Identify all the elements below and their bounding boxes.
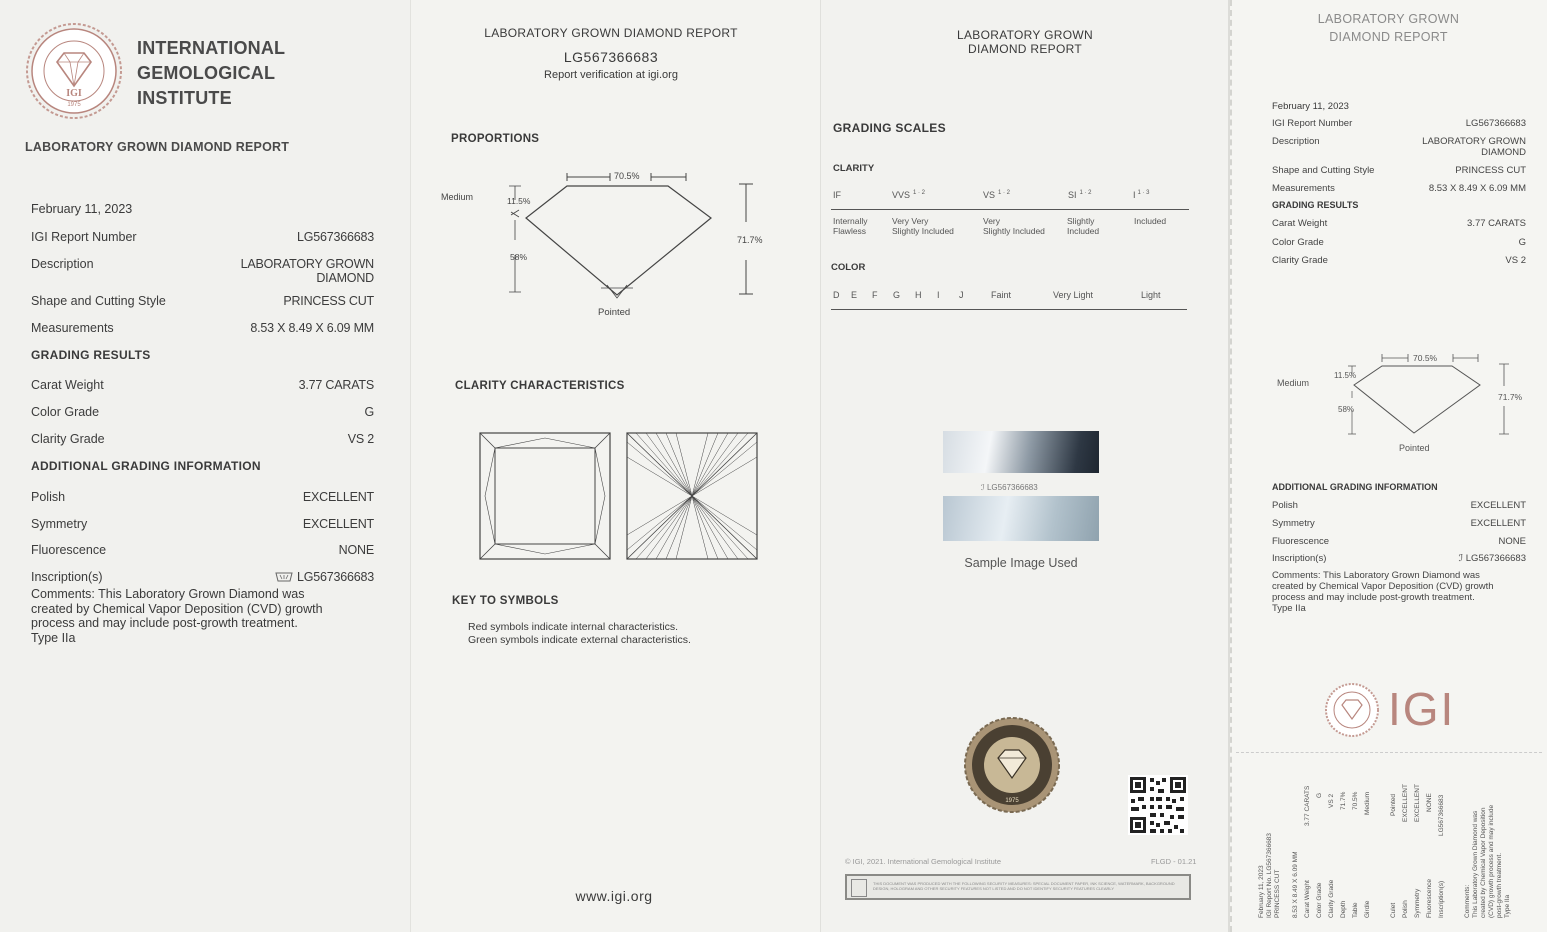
panel4-title: LABORATORY GROWN DIAMOND REPORT: [1317, 12, 1460, 44]
website-link[interactable]: www.igi.org: [575, 888, 653, 904]
pavilion-plot-diagram: [626, 432, 758, 560]
svg-text:Medium: Medium: [441, 192, 474, 202]
report-date: February 11, 2023: [31, 202, 133, 216]
grading-scales-panel: [820, 0, 1228, 932]
panel2-title: LABORATORY GROWN DIAMOND REPORT: [484, 26, 738, 40]
svg-text:71.7%: 71.7%: [737, 235, 763, 245]
report-stub-panel: LABORATORY GROWN DIAMOND REPORT February 11, 2023 IGI Report Number LG567366683 Description LABORATORY GROWN DIAMOND Shape and Cutting Style PRINCESS CUT Measurements 8.53 X 8.49 X 6.09 MM GRADING RESULTS Carat Weight 3.77 CARATS Color Grade G Clarity Grade VS 2 70.5% Medium 11.5% 58% 71.7% Pointed ADDITIONAL GRADING INFORMATION Polish EXCELLENT Symmetry EXCELLENT Fluorescence NONE Inscription(s) ℐ LG567366683 Comments: This Laboratory Grown Diamond was created by Chemical Vapor Deposition (CVD) growth process and may include post-growth treatment. Type IIa IGI February 11, 2023 IGI Report No. LG567366683 PRINCESS CUT 8.53 X 8.49 X 6.09 MM Carat Weight Color Grade Clarity Grade Depth Table Girdle 3.77 CARATS G VS 2 71.7% 70.5% Medium Culet Polish Symmetry Fluorescence Inscription(s) Pointed EXCELLENT EXCELLENT NONE LG567366683 Comments: This Laboratory Grown Diamond was created by Chemical Vapor Deposition (CVD) growth process and may include post-growth treatment. Type IIa: [1230, 0, 1547, 932]
stub-proportions-diagram: [1272, 348, 1532, 456]
stub-additional-heading: ADDITIONAL GRADING INFORMATION: [1272, 482, 1438, 492]
report-title: LABORATORY GROWN DIAMOND REPORT: [25, 140, 290, 154]
proportions-panel: [410, 0, 820, 932]
grading-scales-heading: GRADING SCALES: [833, 121, 946, 135]
svg-text:58%: 58%: [510, 252, 528, 262]
svg-text:1975: 1975: [1005, 798, 1019, 804]
key-to-symbols-text: Red symbols indicate internal characteristics. Green symbols indicate external characteristics.: [468, 621, 691, 646]
clarity-scale-heading: CLARITY: [833, 163, 875, 174]
svg-text:Medium: Medium: [1277, 378, 1310, 388]
org-name: INTERNATIONAL GEMOLOGICAL INSTITUTE: [137, 38, 286, 108]
clarity-characteristics-heading: CLARITY CHARACTERISTICS: [455, 380, 625, 392]
security-strip: THIS DOCUMENT WAS PRODUCED WITH THE FOLLOWING SECURITY MEASURES: SPECIAL DOCUMENT PAPER, INK SCIENCE, WATERMARK, BACKGROUND DESIGN, HOLOGRAM AND OTHER SECURITY FEATURES NOT LISTED AND DO NOT IDENTIFY SECURITY FEATURES CLEARLY: [845, 874, 1191, 900]
svg-text:1975: 1975: [67, 102, 81, 108]
igi-seal-icon: [24, 22, 124, 120]
svg-text:71.7%: 71.7%: [1498, 392, 1523, 402]
stub-date: February 11, 2023: [1272, 101, 1349, 112]
proportions-heading: PROPORTIONS: [451, 133, 540, 145]
hologram-seal-icon: [963, 716, 1061, 814]
svg-text:Pointed: Pointed: [598, 307, 631, 318]
comments-text: Comments: This Laboratory Grown Diamond was created by Chemical Vapor Deposition (CVD) growth process and may include post-growth treatment. Type IIa: [31, 587, 323, 645]
report-number: LG567366683: [563, 49, 659, 65]
svg-text:70.5%: 70.5%: [614, 171, 640, 181]
svg-text:11.5%: 11.5%: [1334, 371, 1357, 380]
copyright-text: © IGI, 2021. International Gemological Institute: [845, 857, 1002, 866]
grading-results-heading: GRADING RESULTS: [31, 348, 151, 362]
svg-text:IGI: IGI: [66, 88, 82, 99]
qr-code-icon: [1128, 775, 1188, 835]
lock-icon: [851, 879, 867, 897]
verification-link[interactable]: Report verification at igi.org: [544, 69, 678, 81]
igi-logo-seal-icon: [1324, 682, 1380, 738]
color-scale: D E F G H I J Faint Very Light Light: [831, 290, 1187, 312]
stub-comments: Comments: This Laboratory Grown Diamond was created by Chemical Vapor Deposition (CVD) growth process and may include post-growth treatment. Type IIa: [1272, 570, 1494, 614]
panel3-title: LABORATORY GROWN DIAMOND REPORT: [957, 28, 1093, 56]
svg-text:11.5%: 11.5%: [507, 196, 531, 206]
color-scale-heading: COLOR: [831, 262, 866, 273]
report-summary-panel: IGI 1975 INTERNATIONAL GEMOLOGICAL INSTITUTE LABORATORY GROWN DIAMOND REPORT February 11, 2023 IGI Report Number LG567366683 Description LABORATORY GROWN DIAMOND Shape and Cutting Style PRINCESS CUT Measurements 8.53 X 8.49 X 6.09 MM GRADING RESULTS Carat Weight 3.77 CARATS Color Grade G Clarity Grade VS 2 ADDITIONAL GRADING INFORMATION Polish EXCELLENT Symmetry EXCELLENT Fluorescence NONE Inscription(s) LG567366683 Comments: This Laboratory Grown Diamond was created by Chemical Vapor Deposition (CVD) growth process and may include post-growth treatment. Type IIa: [0, 0, 410, 932]
svg-text:70.5%: 70.5%: [1413, 353, 1438, 363]
crown-plot-diagram: [479, 432, 611, 560]
clarity-scale: IF VVS $^{1 \cdot 2}$ VS $^{1 \cdot 2}$ SI $^{1 \cdot 2}$ I $^{1 \cdot 3}$ Internally Flawless Very Very Slightly Included Very Slightly Included Slightly Included Included: [831, 188, 1189, 240]
additional-heading: ADDITIONAL GRADING INFORMATION: [31, 459, 261, 473]
proportions-diagram: [431, 160, 801, 330]
description-row: Description LABORATORY GROWN DIAMOND: [31, 257, 374, 285]
svg-text:58%: 58%: [1338, 405, 1355, 414]
sample-caption: Sample Image Used: [964, 556, 1078, 570]
stub-grading-heading: GRADING RESULTS: [1272, 200, 1359, 210]
inscription-logo-icon: [274, 571, 294, 583]
key-to-symbols-heading: KEY TO SYMBOLS: [452, 595, 559, 607]
svg-text:Pointed: Pointed: [1399, 443, 1430, 453]
sample-image-bottom: [943, 496, 1099, 541]
igi-logo-text: IGI: [1388, 683, 1456, 735]
form-code: FLGD - 01.21: [1151, 857, 1197, 866]
sample-inscription: ℐ LG567366683: [981, 483, 1038, 492]
sample-image-top: [943, 431, 1099, 473]
